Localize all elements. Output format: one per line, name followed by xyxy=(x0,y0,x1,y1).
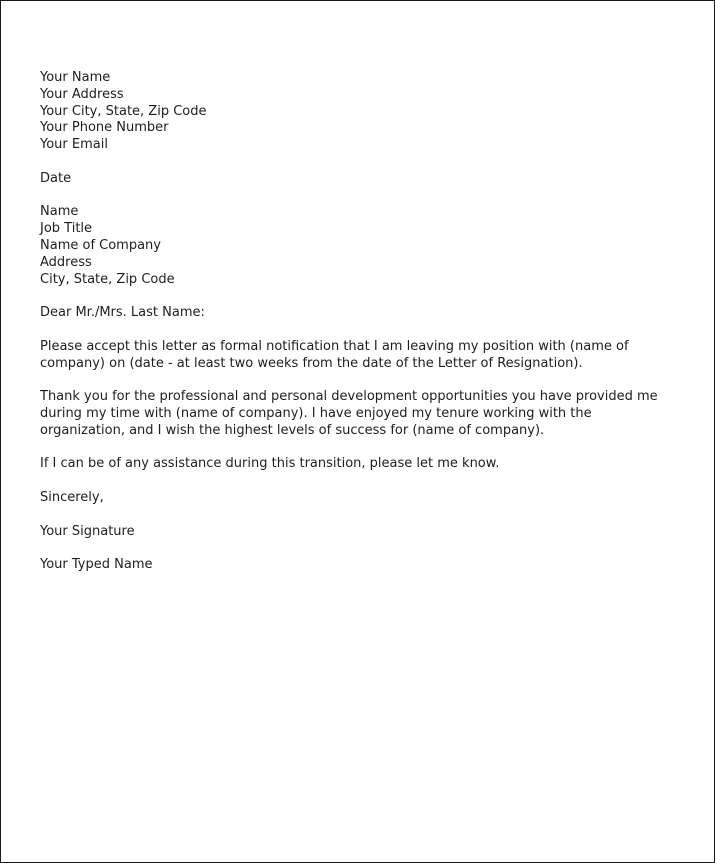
sender-city-state-zip: Your City, State, Zip Code xyxy=(40,103,207,119)
salutation: Dear Mr./Mrs. Last Name: xyxy=(40,305,205,321)
closing: Sincerely, xyxy=(40,489,104,505)
sender-phone: Your Phone Number xyxy=(40,120,169,136)
closing-block xyxy=(40,490,676,507)
signature: Your Signature xyxy=(40,523,135,539)
recipient-job-title: Job Title xyxy=(40,221,93,237)
letter-date: Date xyxy=(40,170,72,186)
salutation-block xyxy=(40,305,676,322)
sender-name: Your Name xyxy=(40,70,111,85)
date-block xyxy=(40,171,676,188)
recipient-city-state-zip: City, State, Zip Code xyxy=(40,271,175,287)
body-paragraph-2: Thank you for the professional and personal development opportunities you have provided me during my time with (name of company). I have enjoyed my tenure working with the organization, and I wish the highest levels of success for (name of company). xyxy=(40,389,658,438)
resignation-letter xyxy=(40,70,676,591)
sender-address: Your Address xyxy=(40,86,124,102)
recipient-block xyxy=(40,204,676,288)
sender-block xyxy=(40,70,676,154)
sender-email: Your Email xyxy=(40,137,108,153)
typed-name-block xyxy=(40,557,676,574)
recipient-company: Name of Company xyxy=(40,237,161,253)
signature-block xyxy=(40,524,676,541)
recipient-name: Name xyxy=(40,204,79,220)
body-paragraph-3: If I can be of any assistance during this transition, please let me know. xyxy=(40,456,500,472)
recipient-address: Address xyxy=(40,254,92,270)
typed-name: Your Typed Name xyxy=(40,557,153,573)
body-paragraph-1: Please accept this letter as formal notification that I am leaving my position with (name of company) on (date - at least two weeks from the date of the Letter of Resignation). xyxy=(40,338,629,371)
